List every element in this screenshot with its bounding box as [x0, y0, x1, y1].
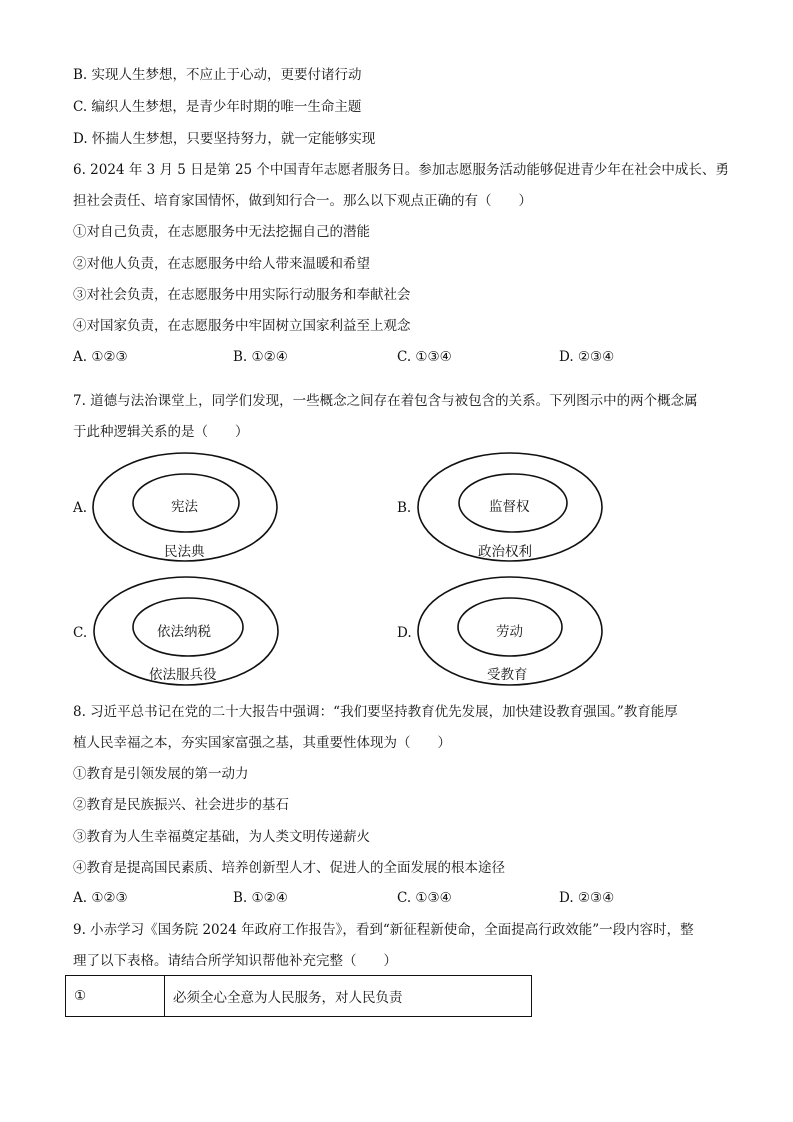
q6-statement-3: ③对社会负责，在志愿服务中用实际行动服务和奉献社会: [73, 287, 411, 303]
q9-stem-line2: 理了以下表格。请结合所学知识帮他补充完整（ ）: [73, 953, 397, 969]
q9-table-content-cell: 必须全心全意为人民服务，对人民负责: [165, 976, 532, 1017]
q5-option-c: C. 编织人生梦想，是青少年时期的唯一生命主题: [73, 99, 362, 115]
q6-statement-2: ②对他人负责，在志愿服务中给人带来温暖和希望: [73, 256, 370, 272]
q6-options: [73, 349, 723, 367]
q6-stem-line2: 担社会责任、培育家国情怀，做到知行合一。那么以下观点正确的有（ ）: [73, 193, 532, 209]
q7-diagram-c-inner: 依法纳税: [157, 624, 211, 640]
q7-diagram-d-outer: 受教育: [487, 667, 528, 683]
q9-table-label-cell[interactable]: ①: [66, 976, 165, 1017]
q7-diagram-a-outer: 民法典: [164, 544, 205, 560]
q6-statement-1: ①对自己负责，在志愿服务中无法挖掘自己的潜能: [73, 224, 370, 240]
q6-option-a[interactable]: A. ①②③: [73, 349, 128, 365]
q8-option-a[interactable]: A. ①②③: [73, 890, 128, 906]
table-row: [66, 976, 532, 1017]
q8-statement-2: ②教育是民族振兴、社会进步的基石: [73, 797, 289, 813]
q7-diagram-c-outer: 依法服兵役: [149, 667, 217, 683]
q6-option-d[interactable]: D. ②③④: [559, 349, 615, 365]
q8-option-b[interactable]: B. ①②④: [233, 890, 288, 906]
q6-option-c[interactable]: C. ①③④: [397, 349, 452, 365]
q8-stem-line1: 8. 习近平总书记在党的二十大报告中强调：“我们要坚持教育优先发展，加快建设教育强国。”教育能厚: [73, 704, 678, 720]
q7-diagram-a-letter[interactable]: A.: [73, 500, 88, 516]
q7-diagram-d-inner: 劳动: [496, 624, 523, 640]
q7-stem-line2: 于此种逻辑关系的是（ ）: [73, 424, 249, 440]
q8-option-d[interactable]: D. ②③④: [559, 890, 615, 906]
q7-diagram-a-inner: 宪法: [171, 499, 198, 515]
q7-diagram-b-letter[interactable]: B.: [397, 500, 412, 516]
q7-diagram-c-letter[interactable]: C.: [73, 625, 88, 641]
q7-diagram-b-inner: 监督权: [489, 499, 530, 515]
q5-option-b: B. 实现人生梦想，不应止于心动，更要付诸行动: [73, 67, 362, 83]
q8-statement-1: ①教育是引领发展的第一动力: [73, 766, 249, 782]
q7-diagram-d-letter[interactable]: D.: [397, 625, 412, 641]
q8-stem-line2: 植人民幸福之本，夯实国家富强之基，其重要性体现为（ ）: [73, 735, 451, 751]
q5-option-d: D. 怀揣人生梦想，只要坚持努力，就一定能够实现: [73, 131, 376, 147]
q9-stem-line1: 9. 小赤学习《国务院 2024 年政府工作报告》，看到“新征程新使命，全面提高行政效能”一段内容时，整: [73, 922, 694, 938]
q8-option-c[interactable]: C. ①③④: [397, 890, 452, 906]
q9-table: [65, 975, 532, 1017]
q7-stem-line1: 7. 道德与法治课堂上，同学们发现，一些概念之间存在着包含与被包含的关系。下列图示中的两个概念属: [73, 393, 698, 409]
q6-statement-4: ④对国家负责，在志愿服务中牢固树立国家利益至上观念: [73, 318, 411, 334]
q6-stem-line1: 6. 2024 年 3 月 5 日是第 25 个中国青年志愿者服务日。参加志愿服务活动能够促进青少年在社会中成长、勇: [73, 162, 729, 178]
q7-diagram-b-outer: 政治权利: [478, 544, 532, 560]
q6-option-b[interactable]: B. ①②④: [233, 349, 288, 365]
q8-statement-3: ③教育为人生幸福奠定基础，为人类文明传递薪火: [73, 829, 370, 845]
q8-options: [73, 890, 723, 908]
q8-statement-4: ④教育是提高国民素质、培养创新型人才、促进人的全面发展的根本途径: [73, 860, 505, 876]
